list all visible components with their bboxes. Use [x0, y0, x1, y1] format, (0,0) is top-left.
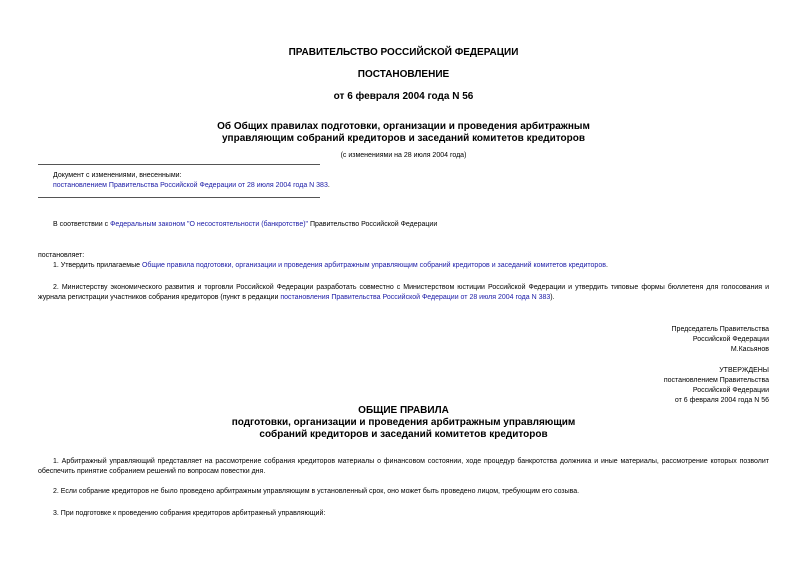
resolves-label: постановляет:	[38, 252, 85, 259]
rule-2: 2. Если собрание кредиторов не было проведено арбитражным управляющим в установленный срок, оно может быть проведено лицом, требующим его созыва.	[53, 488, 580, 495]
approved-block	[664, 366, 769, 406]
divider-bottom	[38, 197, 320, 198]
rules-subtitle-line1: подготовки, организации и проведения арбитражным управляющим	[231, 417, 576, 428]
item-2-link[interactable]: постановления Правительства Российской Федерации от 28 июля 2004 года N 383	[280, 294, 551, 301]
approved-line2: постановлением Правительства	[663, 377, 769, 384]
item-2	[38, 283, 769, 303]
signature-line2: Российской Федерации	[692, 336, 769, 343]
divider-top	[38, 164, 320, 165]
amendments-label: Документ с изменениями, внесенными:	[53, 172, 182, 179]
item-2-suffix: ).	[550, 294, 555, 301]
general-rules-link[interactable]: Общие правила подготовки, организации и проведения арбитражным управляющим собраний кредиторов и заседаний комитетов кредиторов	[141, 262, 606, 269]
item-2-text: 2. Министерству экономического развития и торговли Российской Федерации разработать совместно с Министерством юстиции Российской Федерации и утвердить типовые формы бюллетеня для голосования и журнала регистрации участников собрания кредиторов (пункт в редакции	[38, 284, 769, 301]
rule-1: 1. Арбитражный управляющий представляет на рассмотрение собрания кредиторов материалы о финансовом состоянии, ходе процедур банкротства должника и иные материалы, рассмотрение которых позволит обеспечить принятие собранием решений по вопросам повестки дня.	[38, 458, 769, 475]
approved-line4: от 6 февраля 2004 года N 56	[674, 397, 769, 404]
document-title-line2: управляющим собраний кредиторов и заседаний комитетов кредиторов	[222, 133, 585, 144]
item-1-suffix: .	[605, 262, 608, 269]
approved-line1: УТВЕРЖДЕНЫ	[719, 367, 769, 374]
rules-title: ОБЩИЕ ПРАВИЛА	[358, 405, 449, 416]
preamble-suffix: Правительство Российской Федерации	[308, 221, 438, 228]
item-1-prefix: 1. Утвердить прилагаемые	[53, 262, 142, 269]
amendment-note: (с изменениями на 28 июля 2004 года)	[340, 152, 467, 159]
rules-subtitle-line2: собраний кредиторов и заседаний комитетов кредиторов	[259, 429, 548, 440]
approved-line3: Российской Федерации	[692, 387, 769, 394]
preamble-prefix: В соответствии с	[53, 221, 111, 228]
federal-law-link[interactable]: Федеральным законом "О несостоятельности (банкротстве)"	[110, 221, 309, 228]
document-date-number: от 6 февраля 2004 года N 56	[333, 91, 474, 102]
document-type: ПОСТАНОВЛЕНИЕ	[357, 69, 450, 80]
amendment-link[interactable]: постановлением Правительства Российской Федерации от 28 июля 2004 года N 383	[53, 182, 328, 189]
item-1	[53, 261, 608, 271]
document-title-line1: Об Общих правилах подготовки, организации и проведения арбитражным	[217, 121, 590, 132]
preamble	[53, 220, 437, 230]
signature-line3: М.Касьянов	[730, 346, 769, 353]
rule-3: 3. При подготовке к проведению собрания кредиторов арбитражный управляющий:	[53, 510, 326, 517]
signature-block	[672, 325, 769, 355]
signature-line1: Председатель Правительства	[671, 326, 769, 333]
government-name: ПРАВИТЕЛЬСТВО РОССИЙСКОЙ ФЕДЕРАЦИИ	[288, 47, 519, 58]
amendment-link-period: .	[327, 182, 330, 189]
